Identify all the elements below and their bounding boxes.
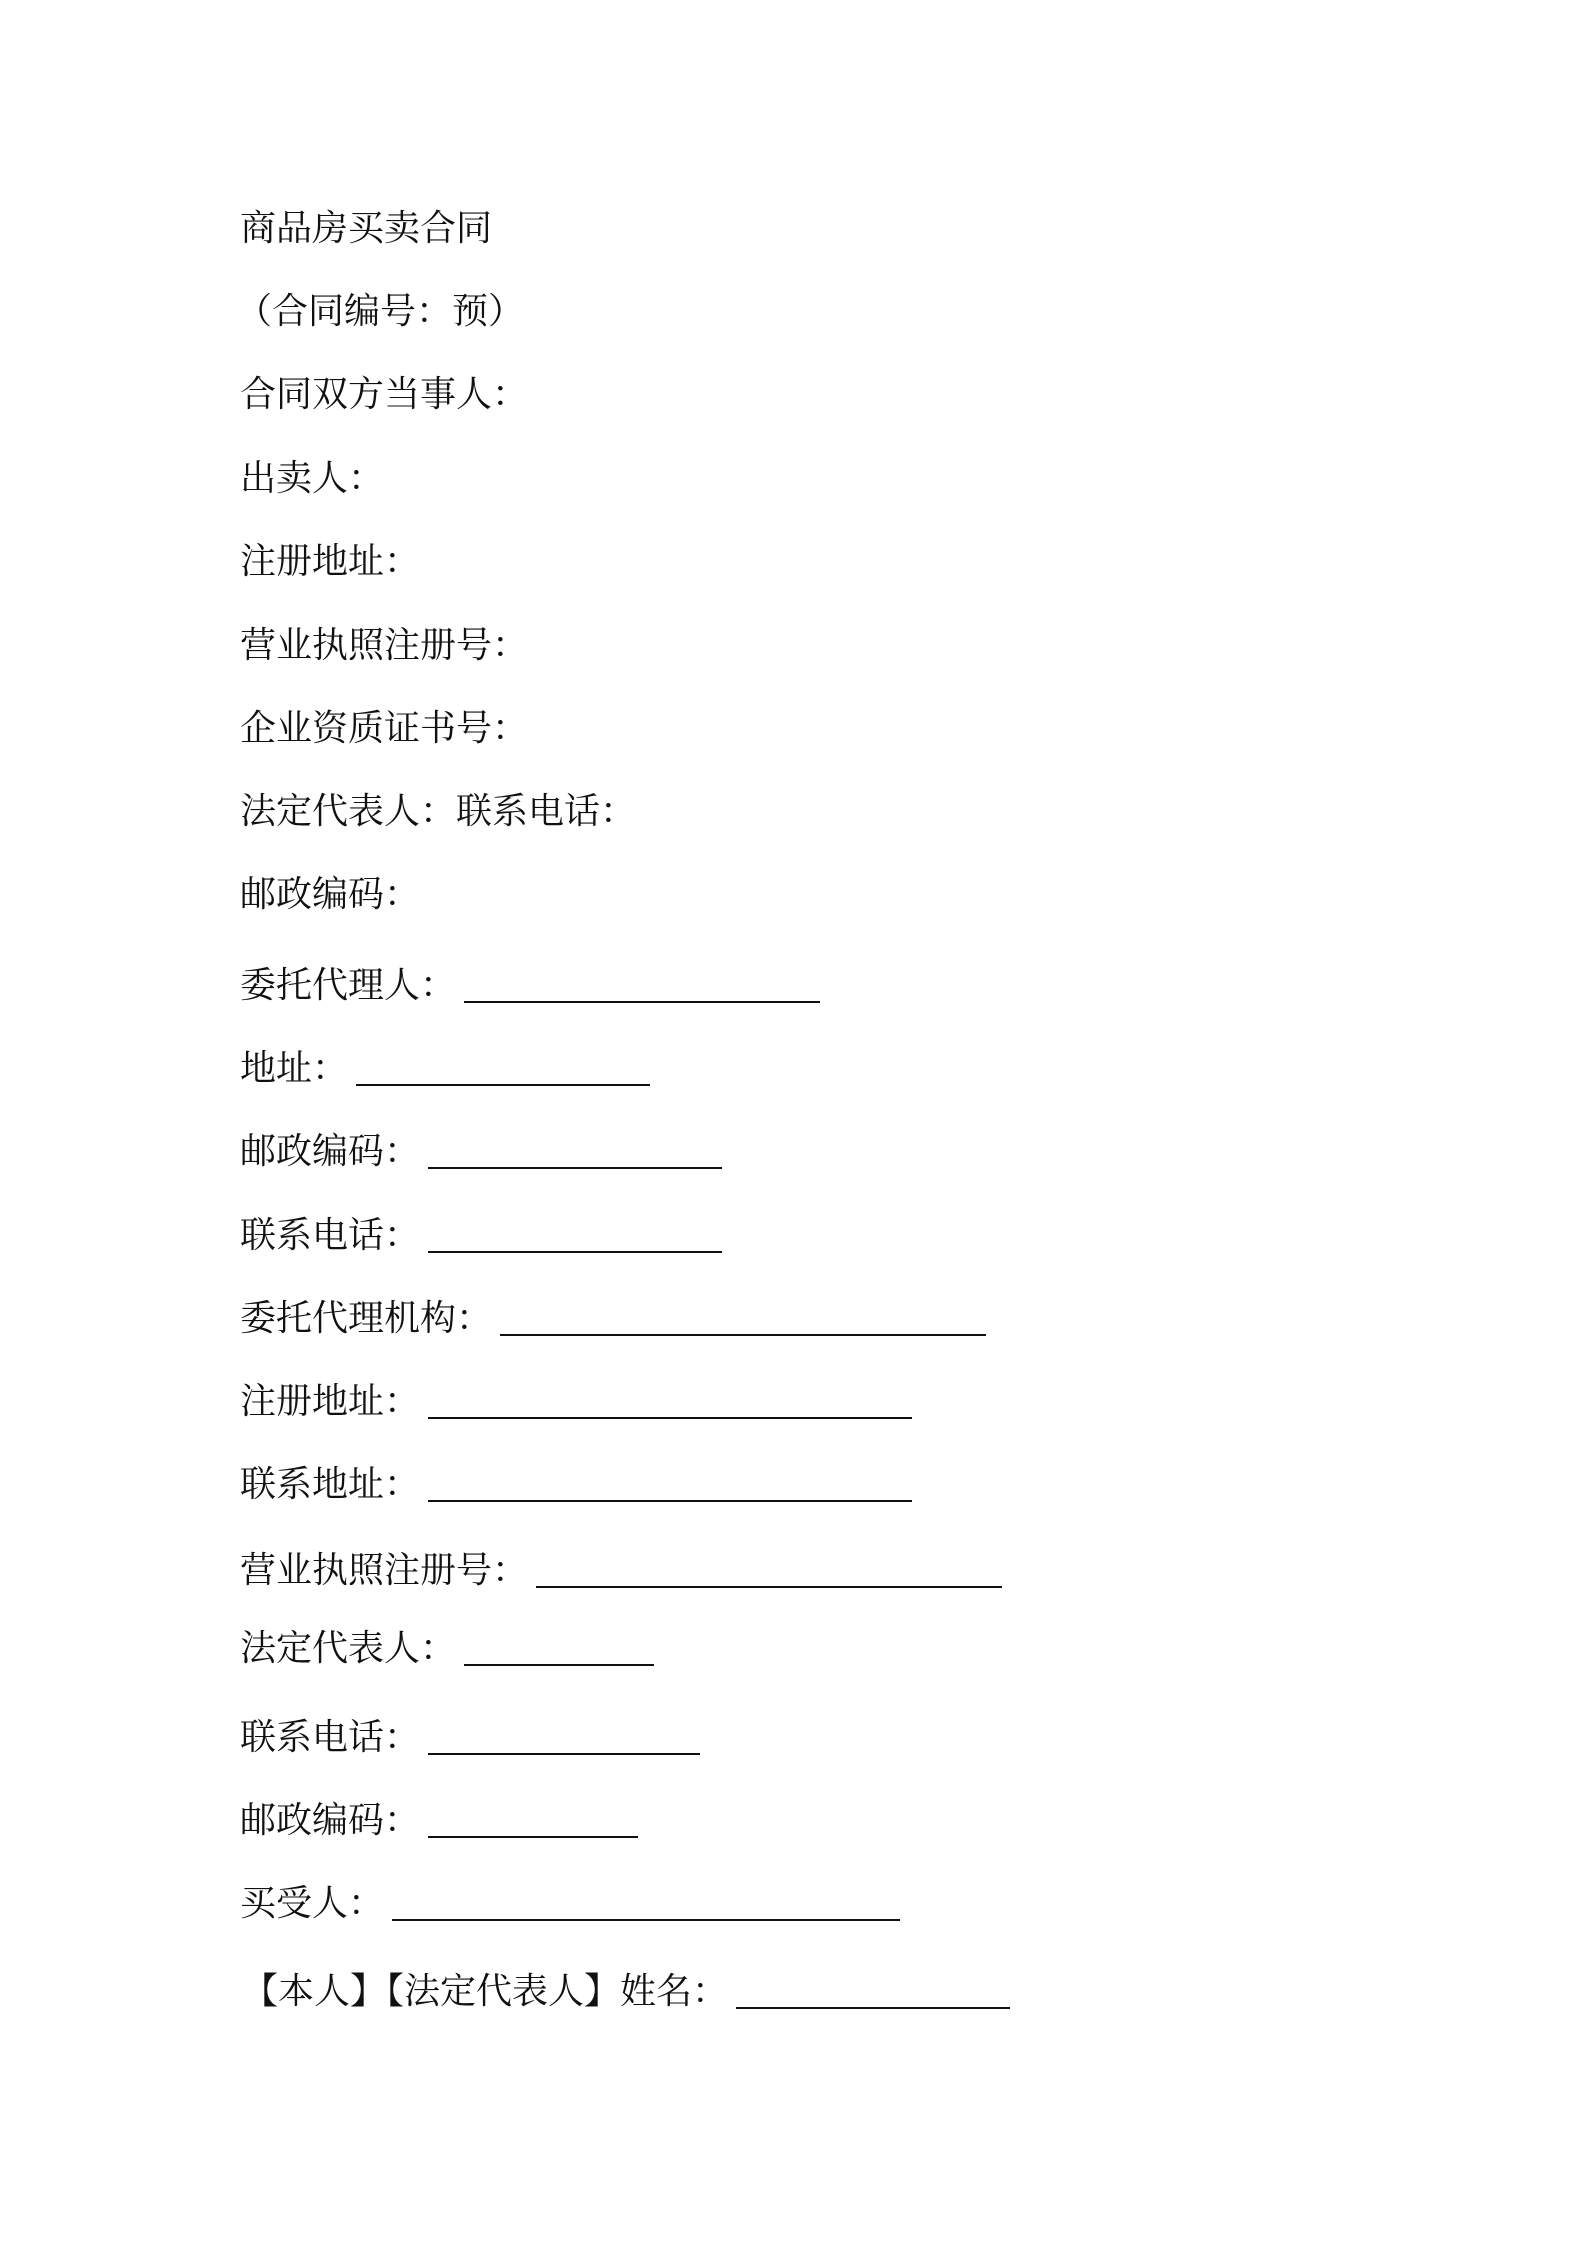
buyer-name <box>242 1968 1010 2016</box>
agent-phone-blank[interactable] <box>428 1221 722 1253</box>
parties-heading-text: 合同双方当事人： <box>240 374 529 415</box>
agency-contact-address-blank[interactable] <box>428 1470 912 1502</box>
field-label: 营业执照注册号： <box>240 625 529 666</box>
field-label: 邮政编码： <box>240 1131 421 1172</box>
field-label: 法定代表人： <box>240 1628 457 1669</box>
agent-phone <box>240 1212 722 1260</box>
agency-registered-address <box>240 1378 912 1426</box>
agent-person <box>240 962 820 1010</box>
document-title <box>240 205 492 253</box>
buyer-name-blank[interactable] <box>736 1977 1010 2009</box>
field-label: 营业执照注册号： <box>240 1550 529 1591</box>
buyer-blank[interactable] <box>392 1889 900 1921</box>
agent-postal-code <box>240 1128 722 1176</box>
field-label: 委托代理机构： <box>240 1298 493 1339</box>
agency-phone-blank[interactable] <box>428 1723 700 1755</box>
field-label: 买受人： <box>240 1883 385 1924</box>
agent-person-blank[interactable] <box>464 971 820 1003</box>
agency-postal-code-blank[interactable] <box>428 1806 638 1838</box>
field-label: 注册地址： <box>240 1381 421 1422</box>
field-label: 【本人】【法定代表人】姓名： <box>242 1971 729 2012</box>
seller-postal-code <box>240 871 420 919</box>
parties-heading <box>240 371 528 419</box>
seller-business-license <box>240 622 528 670</box>
field-label: 联系电话： <box>240 1717 421 1758</box>
agent-address-blank[interactable] <box>356 1054 650 1086</box>
agency-contact-address <box>240 1461 912 1509</box>
field-label: 注册地址： <box>240 541 421 582</box>
seller-qualification-cert <box>240 705 528 753</box>
field-label: 企业资质证书号： <box>240 708 529 749</box>
field-label: 邮政编码： <box>240 874 421 915</box>
field-label: 邮政编码： <box>240 1800 421 1841</box>
agency-name-blank[interactable] <box>500 1304 986 1336</box>
field-label: 地址： <box>240 1048 349 1089</box>
agency-phone <box>240 1714 700 1762</box>
agency-postal-code <box>240 1797 638 1845</box>
field-label: 联系电话： <box>240 1215 421 1256</box>
seller-legal-rep-phone <box>240 788 636 836</box>
agency-registered-address-blank[interactable] <box>428 1387 912 1419</box>
field-label: 委托代理人： <box>240 965 457 1006</box>
agency-legal-rep-blank[interactable] <box>464 1634 654 1666</box>
agency-business-license-blank[interactable] <box>536 1556 1002 1588</box>
buyer-label <box>240 1880 900 1928</box>
field-label: 联系地址： <box>240 1464 421 1505</box>
agency-legal-rep <box>240 1625 654 1673</box>
seller-heading <box>240 455 384 503</box>
seller-registered-address <box>240 538 420 586</box>
agency-business-license <box>240 1547 1002 1595</box>
agent-address <box>240 1045 650 1093</box>
contract-number <box>236 288 524 336</box>
seller-heading-text: 出卖人： <box>240 458 385 499</box>
field-label: 法定代表人：联系电话： <box>240 791 637 832</box>
agent-postal-code-blank[interactable] <box>428 1137 722 1169</box>
agency-name <box>240 1295 986 1343</box>
title-text: 商品房买卖合同 <box>240 208 493 249</box>
contract-number-text: （合同编号：预） <box>236 291 525 332</box>
